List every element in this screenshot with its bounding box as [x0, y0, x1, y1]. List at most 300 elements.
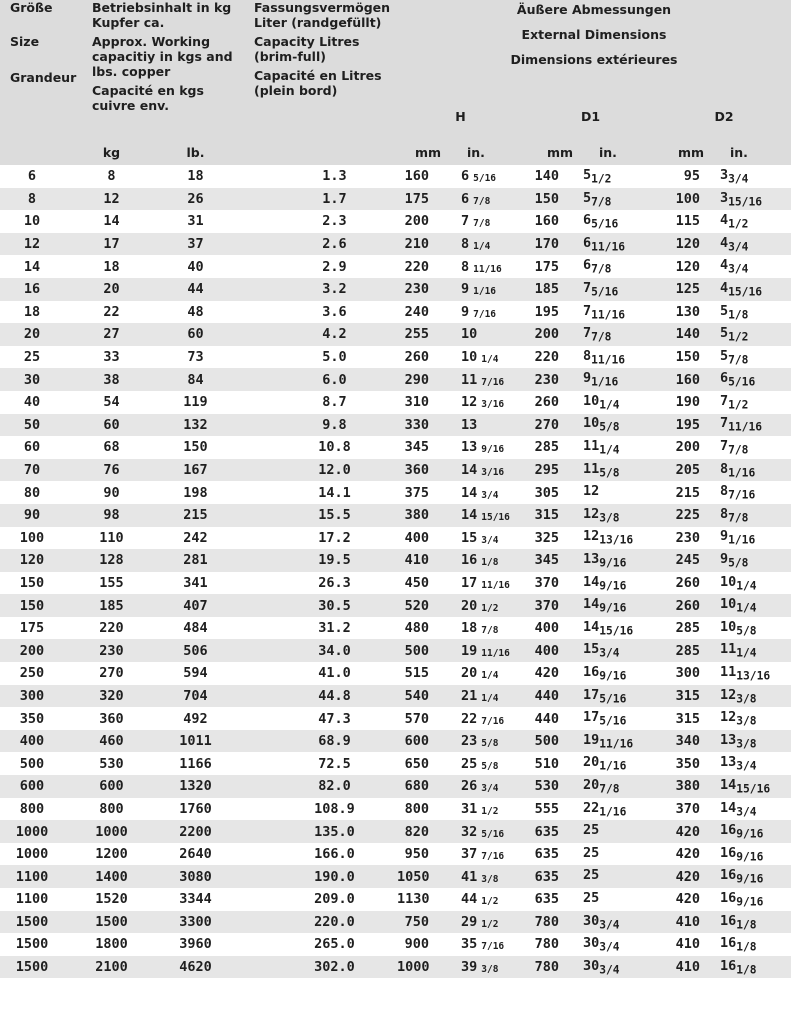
d1-mm-cell: 295: [524, 459, 579, 482]
h-in-cell-fraction: 3/16: [481, 467, 505, 479]
d1-in-cell-whole: 15: [583, 641, 600, 658]
d1-in-cell-fraction: 15/16: [599, 624, 634, 638]
h-in-cell: [447, 391, 524, 414]
lb-cell: 18: [161, 165, 242, 188]
d1-in-cell-whole: 12: [583, 528, 600, 545]
d2-in-cell-whole: 10: [720, 618, 737, 635]
d2-mm-cell: 125: [657, 278, 710, 301]
d1-mm-cell: 440: [524, 685, 579, 708]
h-in-cell: [447, 188, 524, 211]
d2-mm-cell: 340: [657, 730, 710, 753]
size-header-en: Size: [10, 34, 40, 49]
d2-in-cell-fraction: 1/4: [736, 601, 757, 615]
d2-in-cell: [710, 572, 791, 595]
d2-in-cell-fraction: 1/16: [728, 466, 756, 480]
d1-in-cell-whole: 30: [583, 957, 600, 974]
d2-mm-cell: 410: [657, 956, 710, 979]
h-in-cell: [447, 210, 524, 233]
d1-in-cell-fraction: 9/16: [599, 556, 627, 570]
h-mm-cell: 540: [397, 685, 447, 708]
h-in-cell: [447, 594, 524, 617]
lb-cell: 3300: [161, 911, 242, 934]
kg-cell: 128: [82, 549, 161, 572]
d2-mm-cell: 420: [657, 865, 710, 888]
capacity-cell: 3.2: [242, 278, 397, 301]
d1-in-cell: [579, 527, 657, 550]
d2-in-cell-fraction: 1/8: [728, 308, 749, 322]
h-in-cell: [447, 662, 524, 685]
d1-in-cell: [579, 730, 657, 753]
kg-cell: 8: [82, 165, 161, 188]
lb-cell: 506: [161, 639, 242, 662]
h-in-cell-whole: 18: [461, 620, 478, 637]
table-row: [0, 843, 791, 866]
d1-mm-cell: 220: [524, 346, 579, 369]
h-in-cell-fraction: 7/16: [481, 376, 505, 388]
lb-unit-header: lb.: [161, 129, 242, 165]
d2-mm-cell: 200: [657, 436, 710, 459]
h-in-cell-whole: 23: [461, 733, 478, 750]
d2-in-cell: [710, 255, 791, 278]
d2-in-cell: [710, 549, 791, 572]
size-cell: 30: [0, 368, 82, 391]
d1-in-cell: [579, 188, 657, 211]
h-in-cell-fraction: 11/16: [481, 647, 510, 659]
d2-mm-cell: 260: [657, 594, 710, 617]
capacity-cell: 302.0: [242, 956, 397, 979]
lb-cell: 150: [161, 436, 242, 459]
d2-mm-cell: 420: [657, 820, 710, 843]
capacity-cell: 15.5: [242, 504, 397, 527]
d1-in-cell-whole: 10: [583, 415, 600, 432]
d2-in-cell-fraction: 3/4: [728, 263, 749, 277]
size-cell: 1000: [0, 843, 82, 866]
h-in-cell-whole: 31: [461, 800, 478, 817]
d1-in-cell: [579, 639, 657, 662]
h-in-cell-whole: 15: [461, 529, 478, 546]
size-cell: 70: [0, 459, 82, 482]
d2-in-cell-whole: 7: [720, 415, 729, 432]
d1-in-cell: [579, 391, 657, 414]
d2-in-cell: [710, 527, 791, 550]
lb-cell: 215: [161, 504, 242, 527]
capacity-header-en: Capacity Litres (brim-full): [254, 34, 360, 64]
capacity-cell: 6.0: [242, 368, 397, 391]
table-row: [0, 730, 791, 753]
d1-in-cell-fraction: 1/2: [591, 172, 612, 186]
d1-in-cell-whole: 17: [583, 709, 600, 726]
kg-cell: 22: [82, 301, 161, 324]
size-cell: 120: [0, 549, 82, 572]
capacity-header-de: Fassungsvermögen Liter (randgefüllt): [254, 0, 391, 30]
h-in-cell-fraction: 1/16: [473, 286, 497, 298]
size-cell: 20: [0, 323, 82, 346]
d1-in-cell: [579, 210, 657, 233]
d1-in-cell-whole: 10: [583, 392, 600, 409]
d1-mm-cell: 160: [524, 210, 579, 233]
h-mm-cell: 200: [397, 210, 447, 233]
d2-in-cell-whole: 12: [720, 709, 737, 726]
d2-in-cell-whole: 16: [720, 912, 737, 929]
capacity-cell: 82.0: [242, 775, 397, 798]
d1-in-cell-fraction: 5/8: [599, 421, 620, 435]
d1-mm-cell: 555: [524, 798, 579, 821]
h-in-cell-fraction: 1/4: [481, 670, 499, 682]
d1-in-cell-whole: 20: [583, 754, 600, 771]
d1-in-cell-whole: 30: [583, 935, 600, 952]
d2-in-cell: [710, 481, 791, 504]
d2-in-cell: [710, 594, 791, 617]
lb-cell: 60: [161, 323, 242, 346]
table-row: [0, 956, 791, 979]
h-mm-cell: 220: [397, 255, 447, 278]
h-in-cell-fraction: 15/16: [481, 512, 510, 524]
d1-mm-cell: 195: [524, 301, 579, 324]
h-in-cell-fraction: 7/8: [481, 625, 499, 637]
d1-mm-cell: 370: [524, 572, 579, 595]
h-mm-cell: 255: [397, 323, 447, 346]
d2-in-cell-fraction: 15/16: [728, 285, 763, 299]
d1-mm-cell: 420: [524, 662, 579, 685]
table-row: [0, 685, 791, 708]
capacity-cell: 72.5: [242, 752, 397, 775]
d1-in-cell-whole: 25: [583, 822, 600, 839]
d2-in-cell-whole: 16: [720, 957, 737, 974]
d2-in-cell-fraction: 7/16: [728, 488, 756, 502]
h-in-cell-whole: 7: [461, 213, 470, 230]
h-in-cell: [447, 639, 524, 662]
kg-cell: 1800: [82, 933, 161, 956]
capacity-cell: 44.8: [242, 685, 397, 708]
h-mm-cell: 680: [397, 775, 447, 798]
d2-mm-cell: 245: [657, 549, 710, 572]
size-cell: 60: [0, 436, 82, 459]
h-in-cell-fraction: 3/4: [481, 534, 499, 546]
h-in-cell-whole: 37: [461, 846, 478, 863]
h-in-cell: [447, 798, 524, 821]
h-in-cell-fraction: 1/4: [473, 241, 491, 253]
capacity-header: [242, 0, 397, 129]
lb-cell: 704: [161, 685, 242, 708]
d2-in-cell-whole: 5: [720, 325, 729, 342]
capacity-cell: 265.0: [242, 933, 397, 956]
d2-in-cell-fraction: 13/16: [736, 669, 771, 683]
table-body: [0, 165, 791, 978]
kg-cell: 38: [82, 368, 161, 391]
size-cell: 40: [0, 391, 82, 414]
d2-in-cell-fraction: 5/8: [736, 624, 757, 638]
table-row: [0, 278, 791, 301]
capacity-cell: 30.5: [242, 594, 397, 617]
lb-cell: 3080: [161, 865, 242, 888]
lb-cell: 407: [161, 594, 242, 617]
d2-in-cell-whole: 8: [720, 483, 729, 500]
table-row: [0, 391, 791, 414]
table-header: [0, 0, 791, 165]
lb-cell: 1760: [161, 798, 242, 821]
d2-in-cell-fraction: 9/16: [736, 873, 764, 887]
capacity-cell: 135.0: [242, 820, 397, 843]
h-mm-cell: 750: [397, 911, 447, 934]
h-in-cell-whole: 13: [461, 416, 478, 433]
h-in-cell-fraction: 5/16: [481, 828, 505, 840]
d1-mm-cell: 780: [524, 911, 579, 934]
d1-in-cell-fraction: 1/16: [599, 760, 627, 774]
h-mm-cell: 330: [397, 414, 447, 437]
lb-cell: 44: [161, 278, 242, 301]
capacity-cell: 19.5: [242, 549, 397, 572]
d2-mm-unit-header: mm: [657, 129, 710, 165]
h-in-cell: [447, 888, 524, 911]
kg-cell: 530: [82, 752, 161, 775]
d2-in-cell-whole: 13: [720, 754, 737, 771]
d2-mm-cell: 140: [657, 323, 710, 346]
d1-mm-cell: 500: [524, 730, 579, 753]
size-cell: 1100: [0, 865, 82, 888]
d1-in-cell-fraction: 11/16: [591, 353, 626, 367]
h-mm-cell: 210: [397, 233, 447, 256]
kg-cell: 17: [82, 233, 161, 256]
h-in-cell: [447, 368, 524, 391]
d2-in-cell-whole: 14: [720, 776, 737, 793]
capacity-cell: 8.7: [242, 391, 397, 414]
external-dimensions-header: [397, 0, 791, 109]
d2-in-cell: [710, 730, 791, 753]
d2-mm-cell: 315: [657, 685, 710, 708]
size-cell: 1000: [0, 820, 82, 843]
d1-in-cell-whole: 5: [583, 166, 592, 183]
d1-in-cell-fraction: 5/8: [599, 466, 620, 480]
d1-in-cell: [579, 820, 657, 843]
d1-in-cell-whole: 14: [583, 596, 600, 613]
d2-in-cell-fraction: 3/4: [736, 805, 757, 819]
h-mm-cell: 600: [397, 730, 447, 753]
h-in-cell: [447, 707, 524, 730]
d1-mm-cell: 140: [524, 165, 579, 188]
kg-cell: 2100: [82, 956, 161, 979]
d2-in-cell: [710, 685, 791, 708]
h-in-cell-whole: 14: [461, 507, 478, 524]
d2-in-cell-whole: 10: [720, 596, 737, 613]
table-row: [0, 165, 791, 188]
d1-in-cell-whole: 6: [583, 234, 592, 251]
d1-in-cell-fraction: 9/16: [599, 579, 627, 593]
d1-in-unit-header: in.: [579, 129, 657, 165]
size-cell: 400: [0, 730, 82, 753]
d2-mm-cell: 410: [657, 933, 710, 956]
kg-cell: 14: [82, 210, 161, 233]
lb-cell: 4620: [161, 956, 242, 979]
d2-in-cell-whole: 3: [720, 189, 729, 206]
d1-in-cell-whole: 25: [583, 889, 600, 906]
d2-in-cell-whole: 8: [720, 505, 729, 522]
d2-in-cell-fraction: 7/8: [728, 353, 749, 367]
table-row: [0, 459, 791, 482]
d1-in-cell: [579, 301, 657, 324]
d1-mm-cell: 370: [524, 594, 579, 617]
table-row: [0, 549, 791, 572]
capacity-cell: 10.8: [242, 436, 397, 459]
capacity-cell: 5.0: [242, 346, 397, 369]
d2-in-cell: [710, 843, 791, 866]
h-in-cell-whole: 12: [461, 394, 478, 411]
h-in-cell: [447, 617, 524, 640]
lb-cell: 1320: [161, 775, 242, 798]
h-in-cell-whole: 22: [461, 710, 478, 727]
d1-in-cell: [579, 911, 657, 934]
d1-mm-cell: 285: [524, 436, 579, 459]
d2-in-cell: [710, 165, 791, 188]
d2-in-cell-whole: 4: [720, 212, 729, 229]
capacity-cell: 34.0: [242, 639, 397, 662]
h-in-cell: [447, 278, 524, 301]
h-in-cell-fraction: 5/8: [481, 738, 499, 750]
d1-mm-cell: 635: [524, 843, 579, 866]
kg-cell: 1500: [82, 911, 161, 934]
d1-in-cell-fraction: 1/4: [599, 443, 620, 457]
size-cell: 10: [0, 210, 82, 233]
h-in-cell: [447, 572, 524, 595]
d2-in-cell-whole: 16: [720, 844, 737, 861]
d1-in-cell: [579, 504, 657, 527]
d2-in-cell-whole: 8: [720, 460, 729, 477]
h-in-cell-whole: 8: [461, 258, 470, 275]
h-in-cell: [447, 933, 524, 956]
d1-mm-cell: 400: [524, 639, 579, 662]
capacity-cell: 1.3: [242, 165, 397, 188]
d2-mm-cell: 350: [657, 752, 710, 775]
h-mm-cell: 260: [397, 346, 447, 369]
d1-group-header: D1: [524, 109, 657, 129]
h-in-cell-whole: 10: [461, 349, 478, 366]
d2-in-cell-fraction: 7/8: [728, 511, 749, 525]
h-in-cell-whole: 26: [461, 778, 478, 795]
d1-mm-cell: 150: [524, 188, 579, 211]
d2-mm-cell: 120: [657, 255, 710, 278]
h-in-cell-fraction: 11/16: [481, 579, 510, 591]
d2-in-cell-whole: 16: [720, 867, 737, 884]
h-mm-cell: 570: [397, 707, 447, 730]
external-dimensions-fr: Dimensions extérieures: [510, 52, 678, 67]
d2-in-cell: [710, 436, 791, 459]
d1-in-cell: [579, 481, 657, 504]
d1-in-cell: [579, 685, 657, 708]
h-in-cell-fraction: 1/4: [481, 354, 499, 366]
lb-cell: 1166: [161, 752, 242, 775]
d1-in-cell-fraction: 11/16: [591, 240, 626, 254]
h-in-cell-fraction: 1/2: [481, 805, 499, 817]
h-mm-cell: 480: [397, 617, 447, 640]
table-row: [0, 527, 791, 550]
d2-mm-cell: 150: [657, 346, 710, 369]
size-unit-header: [0, 129, 82, 165]
size-cell: 175: [0, 617, 82, 640]
h-in-cell-fraction: 3/8: [481, 964, 499, 976]
h-in-cell: [447, 685, 524, 708]
d2-in-cell-fraction: 9/16: [736, 850, 764, 864]
weight-header-en: Approx. Working capacitiy in kgs and lbs. copper: [92, 34, 233, 79]
capacity-cell: 2.6: [242, 233, 397, 256]
capacity-cell: 108.9: [242, 798, 397, 821]
lb-cell: 48: [161, 301, 242, 324]
h-mm-cell: 230: [397, 278, 447, 301]
table-row: [0, 888, 791, 911]
d1-mm-cell: 635: [524, 888, 579, 911]
h-in-cell-fraction: 7/8: [473, 218, 491, 230]
d2-mm-cell: 100: [657, 188, 710, 211]
lb-cell: 2200: [161, 820, 242, 843]
d1-in-cell-fraction: 3/4: [599, 918, 620, 932]
d1-in-cell-whole: 30: [583, 912, 600, 929]
capacity-cell: 14.1: [242, 481, 397, 504]
h-in-cell: [447, 843, 524, 866]
d2-in-cell-whole: 16: [720, 935, 737, 952]
d2-mm-cell: 420: [657, 888, 710, 911]
h-in-cell-whole: 6: [461, 190, 470, 207]
d2-in-cell-fraction: 7/8: [728, 443, 749, 457]
h-in-cell-fraction: 1/2: [481, 896, 499, 908]
size-cell: 12: [0, 233, 82, 256]
lb-cell: 37: [161, 233, 242, 256]
d2-in-cell: [710, 459, 791, 482]
h-mm-cell: 1050: [397, 865, 447, 888]
d1-in-cell-fraction: 1/4: [599, 398, 620, 412]
h-in-cell: [447, 504, 524, 527]
h-mm-cell: 800: [397, 798, 447, 821]
d1-in-cell-fraction: 7/8: [591, 263, 612, 277]
table-row: [0, 865, 791, 888]
d2-in-cell-fraction: 3/8: [736, 737, 757, 751]
d1-mm-cell: 325: [524, 527, 579, 550]
d2-in-cell: [710, 775, 791, 798]
kg-unit-header: kg: [82, 129, 161, 165]
h-in-cell-fraction: 1/2: [481, 602, 499, 614]
table-row: [0, 255, 791, 278]
capacity-cell: 12.0: [242, 459, 397, 482]
h-mm-unit-header: mm: [397, 129, 447, 165]
lb-cell: 167: [161, 459, 242, 482]
d2-in-cell-fraction: 1/2: [728, 398, 749, 412]
h-in-cell-fraction: 1/2: [481, 918, 499, 930]
table-row: [0, 911, 791, 934]
d1-mm-cell: 345: [524, 549, 579, 572]
kg-cell: 800: [82, 798, 161, 821]
d1-in-cell-whole: 17: [583, 686, 600, 703]
d2-in-cell: [710, 798, 791, 821]
d1-in-cell-whole: 6: [583, 212, 592, 229]
table-row: [0, 436, 791, 459]
lb-cell: 26: [161, 188, 242, 211]
h-in-cell-whole: 6: [461, 168, 470, 185]
capacity-cell: 3.6: [242, 301, 397, 324]
size-cell: 80: [0, 481, 82, 504]
capacity-cell: 166.0: [242, 843, 397, 866]
d2-in-cell-whole: 4: [720, 234, 729, 251]
size-cell: 300: [0, 685, 82, 708]
d1-in-cell-whole: 22: [583, 799, 600, 816]
d1-in-cell-fraction: 5/16: [599, 714, 627, 728]
table-row: [0, 210, 791, 233]
d1-in-cell: [579, 165, 657, 188]
capacity-cell: 31.2: [242, 617, 397, 640]
h-mm-cell: 520: [397, 594, 447, 617]
d2-in-cell: [710, 639, 791, 662]
d2-in-cell-whole: 3: [720, 166, 729, 183]
d2-in-cell: [710, 368, 791, 391]
d1-in-cell-fraction: 5/16: [591, 217, 619, 231]
h-in-cell-whole: 14: [461, 462, 478, 479]
h-in-cell-fraction: 11/16: [473, 263, 502, 275]
